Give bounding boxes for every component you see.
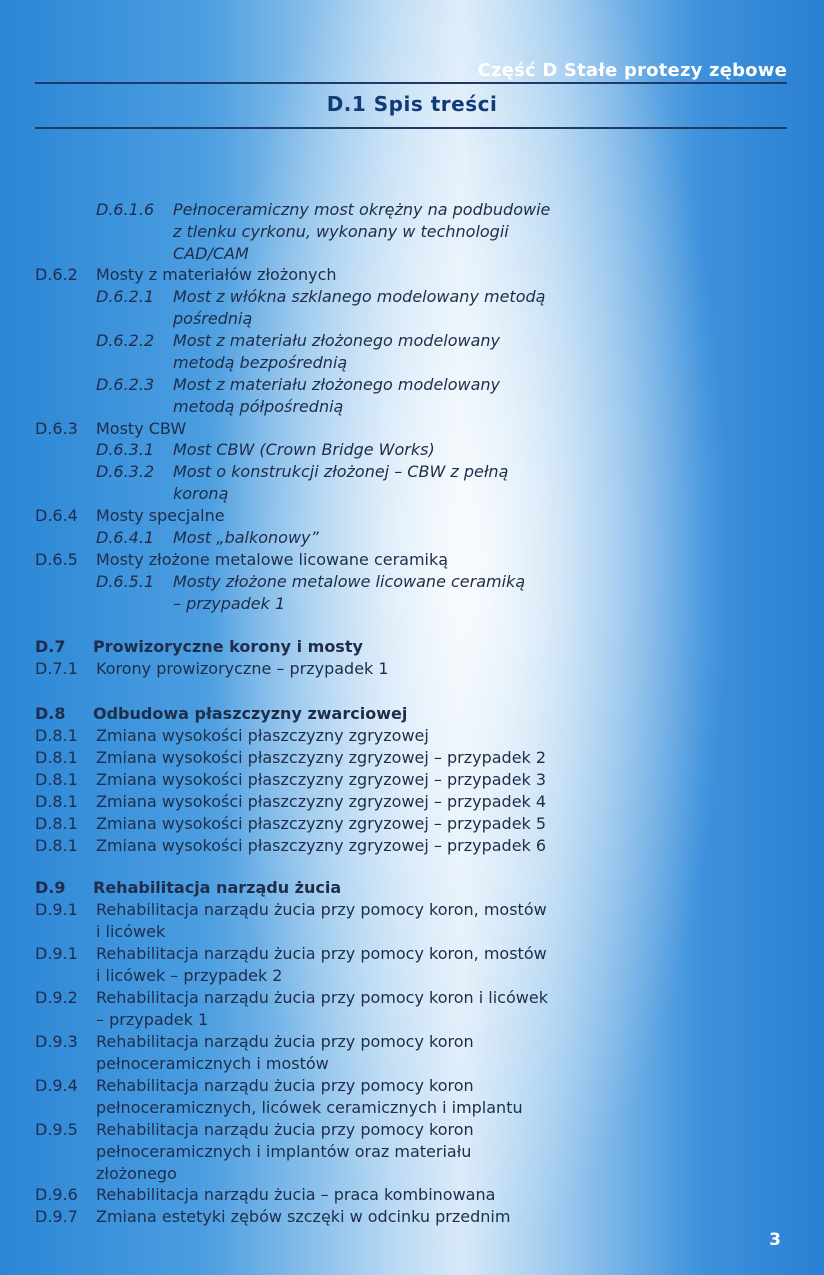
toc-entry-title: Most z materiału złożonego modelowany metodą półpośrednią xyxy=(173,375,501,416)
toc-entry-number: D.8.1 xyxy=(35,770,78,789)
toc-entry-number: D.9.3 xyxy=(35,1032,78,1051)
toc-entry-title: Zmiana estetyki zębów szczęki w odcinku przednim xyxy=(96,1207,511,1226)
page-number: 3 xyxy=(769,1230,781,1250)
toc-entry-number: D.8.1 xyxy=(35,792,78,811)
toc-entry-number: D.7.1 xyxy=(35,659,78,678)
toc-entry-title: Rehabilitacja narządu żucia – praca kombinowana xyxy=(96,1185,496,1204)
toc-entry-title: Mosty CBW xyxy=(96,419,187,438)
toc-entry-title: Odbudowa płaszczyzny zwarciowej xyxy=(93,704,408,723)
toc-entry-title: Prowizoryczne korony i mosty xyxy=(93,637,363,656)
toc-entry-title: Mosty z materiałów złożonych xyxy=(96,265,337,284)
toc-entry-title: Korony prowizoryczne – przypadek 1 xyxy=(96,659,389,678)
toc-entry-title: Mosty złożone metalowe licowane ceramiką xyxy=(96,550,449,569)
toc-entry-number: D.7 xyxy=(35,637,66,656)
toc-entry-number: D.8.1 xyxy=(35,814,78,833)
toc-entry-number: D.9.4 xyxy=(35,1076,78,1095)
toc-entry-title: Zmiana wysokości płaszczyzny zgryzowej – przypadek 3 xyxy=(96,770,547,789)
toc-entry-number: D.8 xyxy=(35,704,66,723)
toc-entry-title: Rehabilitacja narządu żucia przy pomocy koron i licówek – przypadek 1 xyxy=(96,988,548,1029)
toc-entry-title: Rehabilitacja narządu żucia przy pomocy koron pełnoceramicznych i mostów xyxy=(96,1032,474,1073)
toc-entry-number: D.9.2 xyxy=(35,988,78,1007)
toc-entry-number: D.9.1 xyxy=(35,944,78,963)
toc-entry-title: Most o konstrukcji złożonej – CBW z pełną koroną xyxy=(173,462,509,503)
toc-entry-number: D.8.1 xyxy=(35,726,78,745)
toc-entry-title: Rehabilitacja narządu żucia przy pomocy koron pełnoceramicznych i implantów oraz materiału złożonego xyxy=(96,1120,474,1183)
toc-entry-number: D.8.1 xyxy=(35,836,78,855)
toc-entry-title: Rehabilitacja narządu żucia xyxy=(93,878,342,897)
toc-entry-title: Zmiana wysokości płaszczyzny zgryzowej – przypadek 5 xyxy=(96,814,547,833)
toc-entry-title: Pełnoceramiczny most okrężny na podbudowie z tlenku cyrkonu, wykonany w technologii CAD/CAM xyxy=(173,200,551,263)
toc-entry-number: D.9.6 xyxy=(35,1185,78,1204)
toc-entry-number: D.6.1.6 xyxy=(96,200,155,219)
toc-entry-title: Mosty złożone metalowe licowane ceramiką – przypadek 1 xyxy=(173,572,526,613)
toc-entry-title: Zmiana wysokości płaszczyzny zgryzowej – przypadek 2 xyxy=(96,748,547,767)
part-title: Część D Stałe protezy zębowe xyxy=(477,60,787,81)
toc-entry-number: D.6.5 xyxy=(35,550,78,569)
toc-entry-title: Zmiana wysokości płaszczyzny zgryzowej – przypadek 6 xyxy=(96,836,547,855)
toc-entry-title: Rehabilitacja narządu żucia przy pomocy koron, mostów i licówek xyxy=(96,900,547,941)
toc-entry-title: Rehabilitacja narządu żucia przy pomocy koron, mostów i licówek – przypadek 2 xyxy=(96,944,547,985)
toc-entry-number: D.9 xyxy=(35,878,66,897)
toc-entry-title: Rehabilitacja narządu żucia przy pomocy koron pełnoceramicznych, licówek ceramicznych i implantu xyxy=(96,1076,523,1117)
toc-entry-title: Zmiana wysokości płaszczyzny zgryzowej xyxy=(96,726,429,745)
toc-entry-number: D.6.2.2 xyxy=(96,331,155,350)
toc-entry-title: Zmiana wysokości płaszczyzny zgryzowej – przypadek 4 xyxy=(96,792,547,811)
toc-entry-title: Most z materiału złożonego modelowany metodą bezpośrednią xyxy=(173,331,501,372)
toc-entry-number: D.6.5.1 xyxy=(96,572,155,591)
toc-entry-number: D.6.2.1 xyxy=(96,287,155,306)
toc-entry-number: D.9.5 xyxy=(35,1120,78,1139)
toc-entry-number: D.6.3.1 xyxy=(96,440,155,459)
toc-entry-number: D.6.3 xyxy=(35,419,78,438)
toc-entry-number: D.9.1 xyxy=(35,900,78,919)
toc-entry-number: D.6.4.1 xyxy=(96,528,155,547)
toc-entry-number: D.9.7 xyxy=(35,1207,78,1226)
toc-entry-title: Most „balkonowy” xyxy=(173,528,319,547)
toc-entry-title: Mosty specjalne xyxy=(96,506,225,525)
toc-title: D.1 Spis treści xyxy=(326,92,498,116)
toc-entry-number: D.6.2 xyxy=(35,265,78,284)
toc-entry-title: Most CBW (Crown Bridge Works) xyxy=(173,440,435,459)
toc-entry-title: Most z włókna szklanego modelowany metodą pośrednią xyxy=(173,287,546,328)
toc-entry-number: D.6.3.2 xyxy=(96,462,155,481)
toc-entry-number: D.8.1 xyxy=(35,748,78,767)
toc-entry-number: D.6.4 xyxy=(35,506,78,525)
toc-entry-number: D.6.2.3 xyxy=(96,375,155,394)
